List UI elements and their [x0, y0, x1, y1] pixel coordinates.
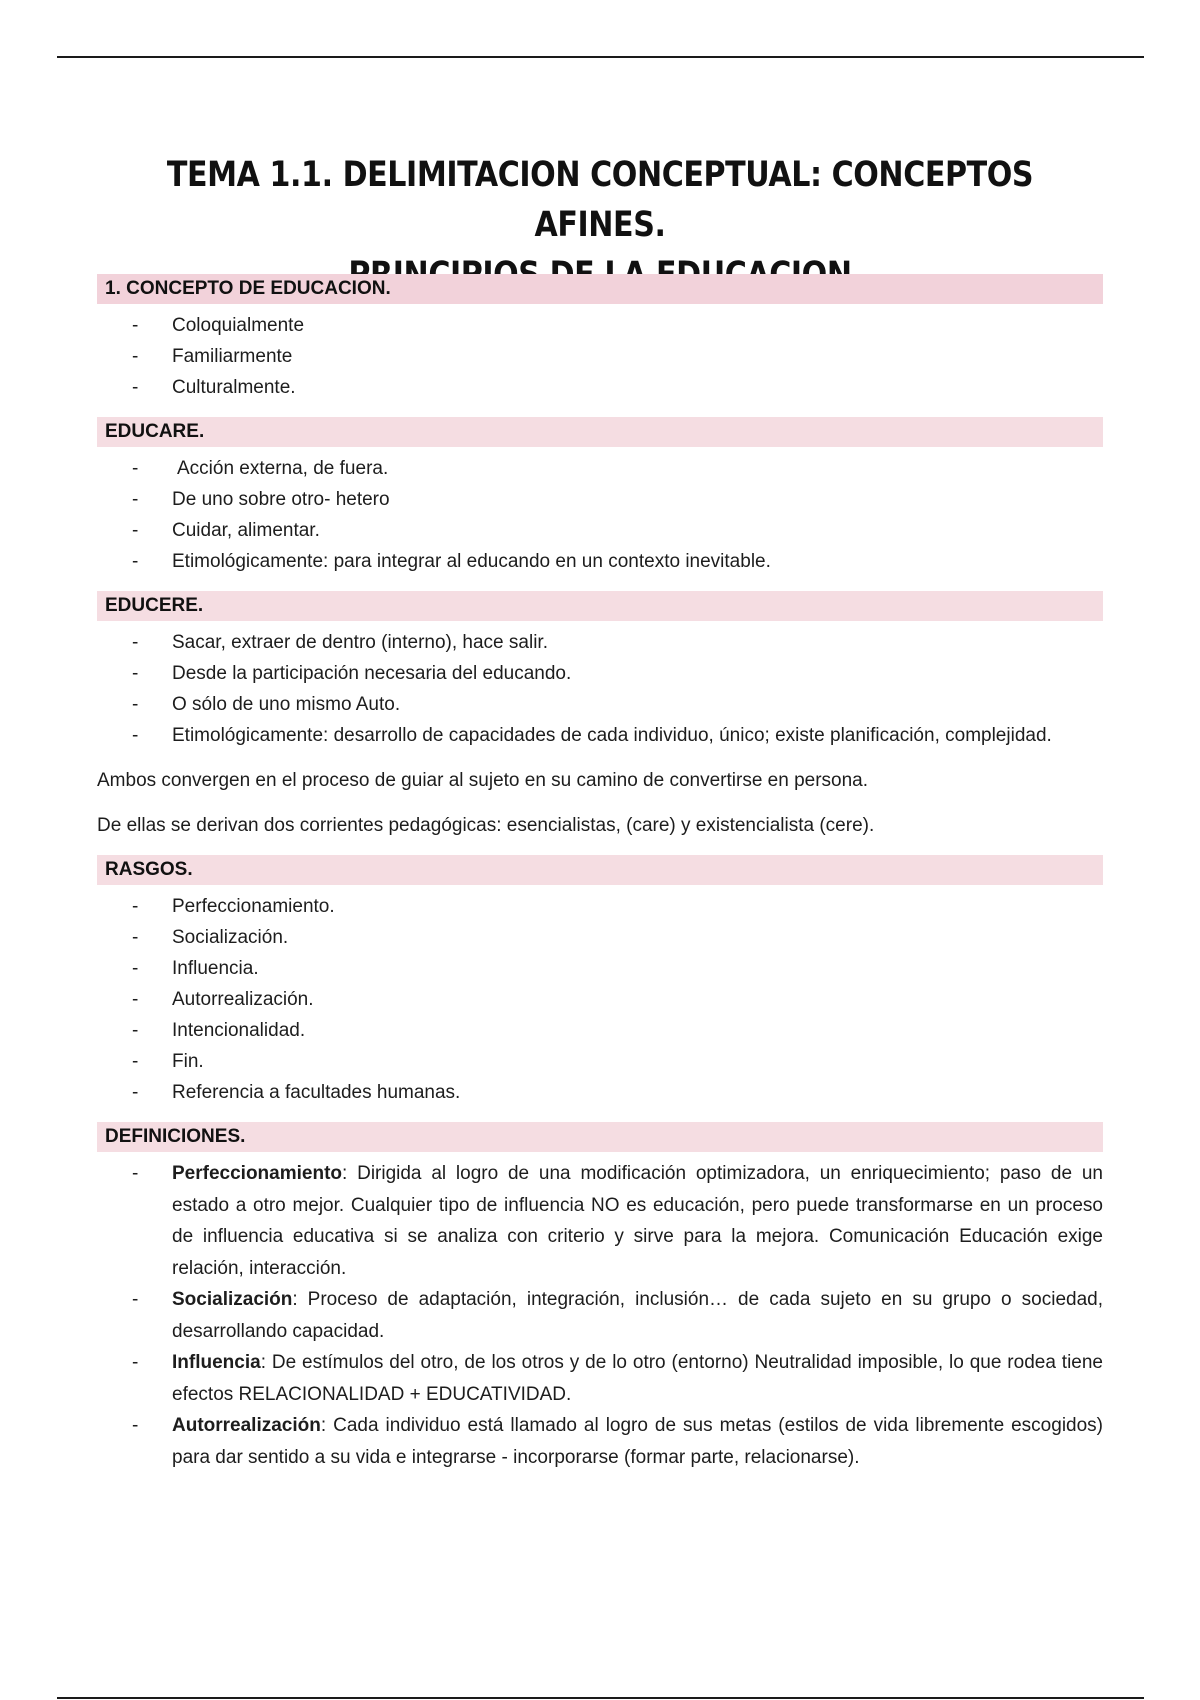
bottom-rule	[57, 1697, 1144, 1699]
definition-term: Autorrealización	[172, 1415, 321, 1436]
definition-text: : Dirigida al logro de una modificación optimizadora, un enriquecimiento; paso de un estado a otro mejor. Cualquier tipo de influencia NO es educación, pero puede transformarse en un proceso de influencia educativa si se analiza con criterio y sirve para la mejora. Comunicación Educación exige relación, interacción.	[172, 1163, 1103, 1279]
list-item: - Familiarmente	[172, 341, 1103, 372]
definition-item	[172, 1284, 1103, 1347]
definition-term: Influencia	[172, 1352, 261, 1373]
definition-item	[172, 1410, 1103, 1473]
document-body	[97, 274, 1103, 1487]
list-item: - Referencia a facultades humanas.	[172, 1077, 1103, 1108]
rasgos-list	[97, 891, 1103, 1108]
section-heading-educare: EDUCARE.	[97, 417, 1103, 447]
list-item: - De uno sobre otro- hetero	[172, 484, 1103, 515]
list-item: - Socialización.	[172, 922, 1103, 953]
educare-list	[97, 453, 1103, 577]
definition-term: Socialización	[172, 1289, 293, 1310]
definition-item	[172, 1347, 1103, 1410]
title-line-1: TEMA 1.1. DELIMITACION CONCEPTUAL: CONCEPTOS AFINES.	[166, 155, 1034, 245]
section-heading-concepto: 1. CONCEPTO DE EDUCACION.	[97, 274, 1103, 304]
list-item: - Culturalmente.	[172, 372, 1103, 403]
list-item: - Perfeccionamiento.	[172, 891, 1103, 922]
definition-term: Perfeccionamiento	[172, 1163, 342, 1184]
paragraph-corrientes: De ellas se derivan dos corrientes pedagógicas: esencialistas, (care) y existencialista (cere).	[97, 815, 875, 836]
top-rule	[57, 56, 1144, 58]
list-item: - Acción externa, de fuera.	[172, 453, 1103, 484]
definition-text: : Proceso de adaptación, integración, inclusión… de cada sujeto en su grupo o sociedad, desarrollando capacidad.	[172, 1289, 1103, 1342]
list-item: - Coloquialmente	[172, 310, 1103, 341]
section-heading-definiciones: DEFINICIONES.	[97, 1122, 1103, 1152]
section-heading-educere: EDUCERE.	[97, 591, 1103, 621]
concepto-list	[97, 310, 1103, 403]
list-item: - Etimológicamente: para integrar al educando en un contexto inevitable.	[172, 546, 1103, 577]
list-item: - Desde la participación necesaria del educando.	[172, 658, 1103, 689]
educere-list	[97, 627, 1103, 751]
list-item: - Etimológicamente: desarrollo de capacidades de cada individuo, único; existe planificación, complejidad.	[172, 720, 1103, 751]
list-item: - Intencionalidad.	[172, 1015, 1103, 1046]
list-item: - Fin.	[172, 1046, 1103, 1077]
list-item: - O sólo de uno mismo Auto.	[172, 689, 1103, 720]
list-item: - Sacar, extraer de dentro (interno), hace salir.	[172, 627, 1103, 658]
list-item: - Influencia.	[172, 953, 1103, 984]
list-item: - Cuidar, alimentar.	[172, 515, 1103, 546]
definition-text: : Cada individuo está llamado al logro de sus metas (estilos de vida libremente escogidos) para dar sentido a su vida e integrarse - incorporarse (formar parte, relacionarse).	[172, 1415, 1103, 1468]
definition-text: : De estímulos del otro, de los otros y de lo otro (entorno) Neutralidad imposible, lo que rodea tiene efectos RELACIONALIDAD + EDUCATIVIDAD.	[172, 1352, 1103, 1405]
paragraph-ambos: Ambos convergen en el proceso de guiar al sujeto en su camino de convertirse en persona.	[97, 770, 869, 791]
list-item: - Autorrealización.	[172, 984, 1103, 1015]
section-heading-rasgos: RASGOS.	[97, 855, 1103, 885]
definiciones-list	[97, 1158, 1103, 1473]
definition-item	[172, 1158, 1103, 1284]
